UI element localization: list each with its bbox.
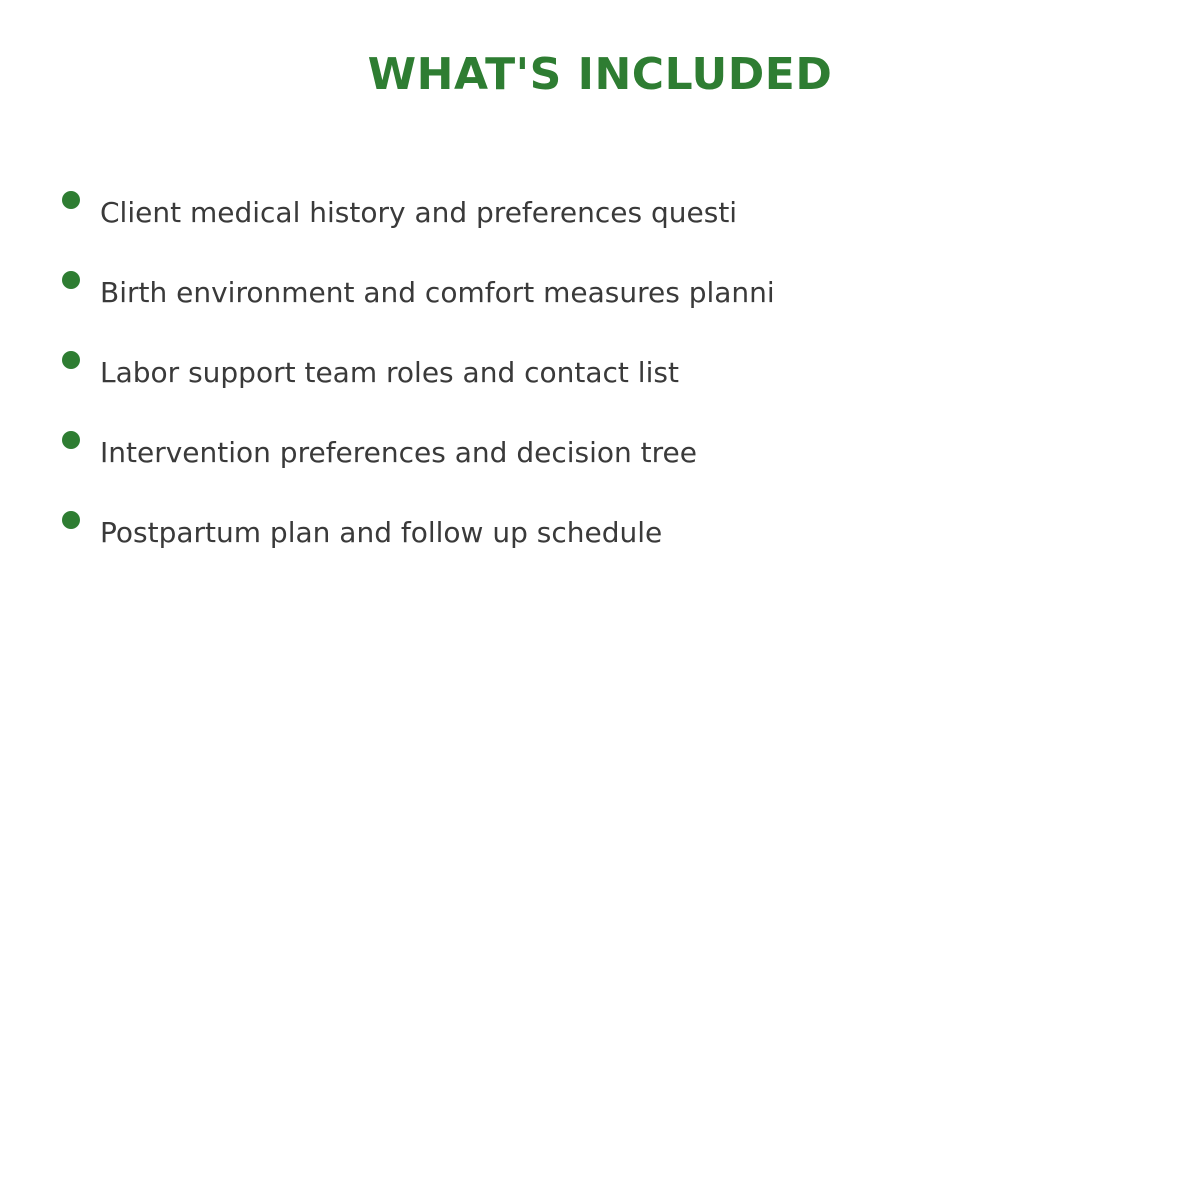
bullet-dot-icon xyxy=(62,191,80,209)
list-item xyxy=(62,430,1062,510)
list-item-text: Intervention preferences and decision tree xyxy=(100,436,697,469)
list-item-text: Labor support team roles and contact list xyxy=(100,356,679,389)
list-item xyxy=(62,350,1062,430)
list-item-text: Birth environment and comfort measures planni xyxy=(100,276,775,309)
bullet-dot-icon xyxy=(62,431,80,449)
bullet-dot-icon xyxy=(62,351,80,369)
list-item xyxy=(62,510,1062,590)
list-item-text: Postpartum plan and follow up schedule xyxy=(100,516,663,549)
bullet-dot-icon xyxy=(62,271,80,289)
included-items-list xyxy=(62,190,1062,590)
list-item xyxy=(62,190,1062,270)
bullet-dot-icon xyxy=(62,511,80,529)
section-title: WHAT'S INCLUDED xyxy=(367,49,833,100)
list-item-text: Client medical history and preferences questi xyxy=(100,196,738,229)
list-item xyxy=(62,270,1062,350)
